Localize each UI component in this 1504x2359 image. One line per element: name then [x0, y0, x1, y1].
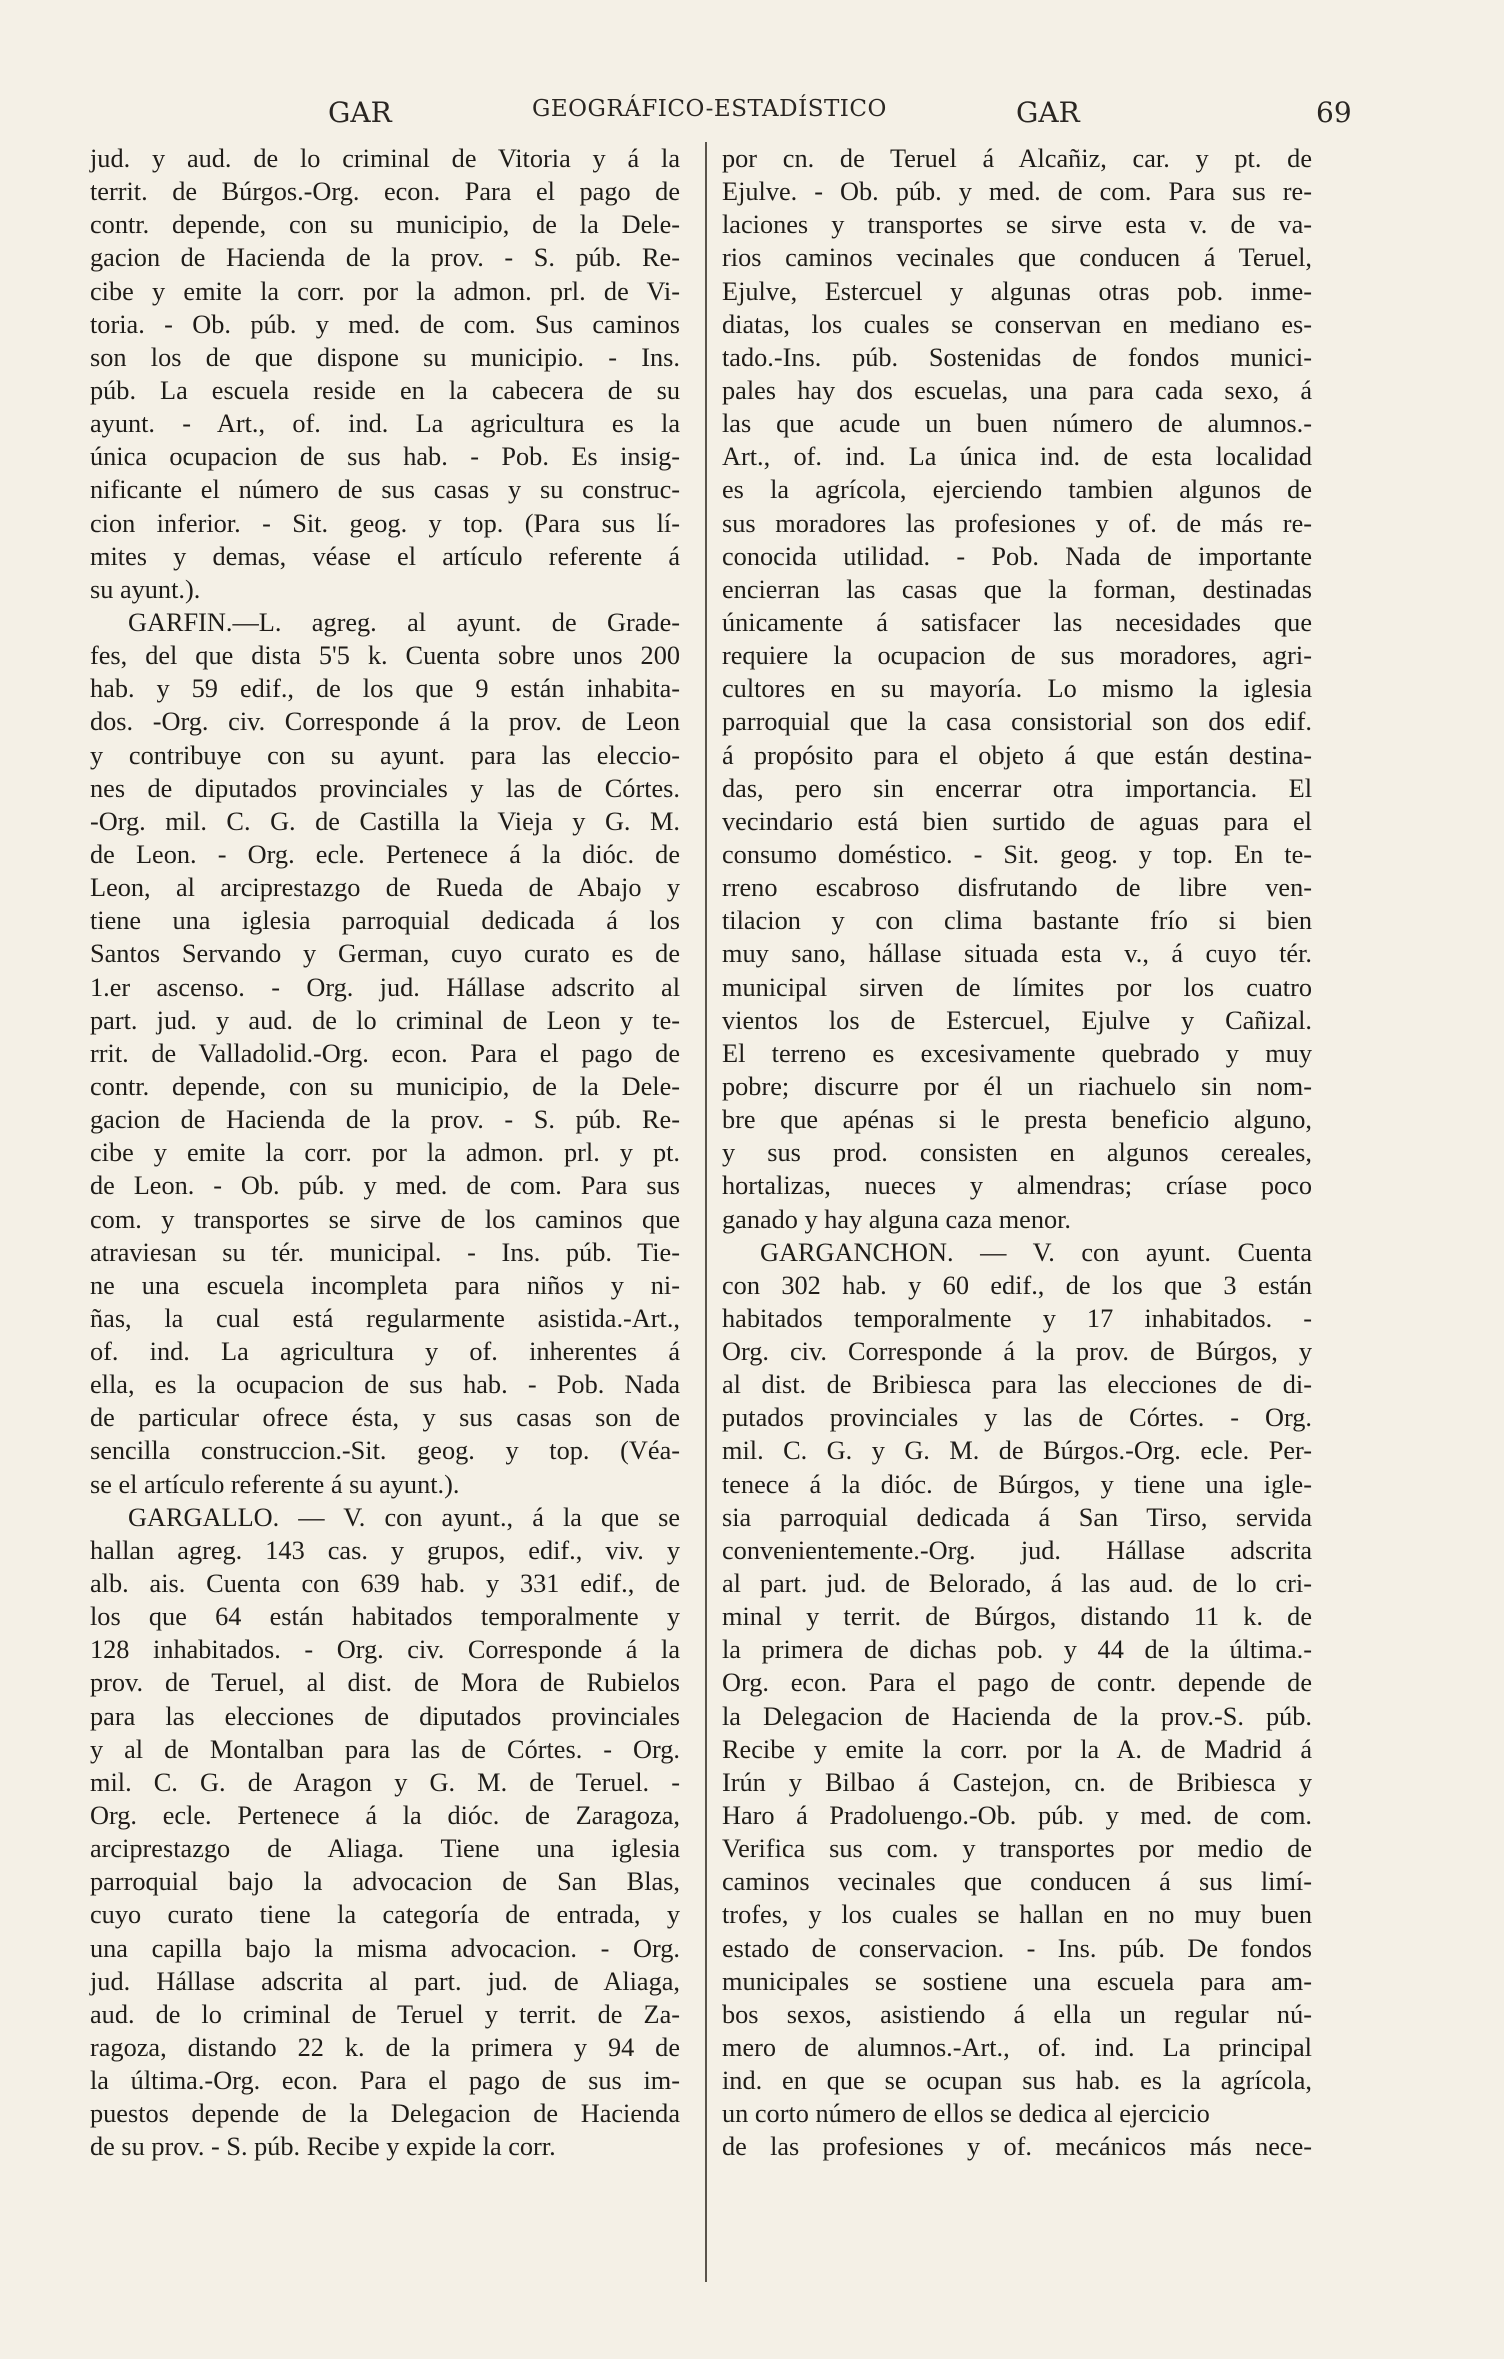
text-line: tado.-Ins. púb. Sostenidas de fondos munici-: [722, 342, 1312, 372]
text-line: pobre; discurre por él un riachuelo sin nom-: [722, 1071, 1312, 1101]
text-line: de Leon. - Ob. púb. y med. de com. Para sus: [90, 1171, 680, 1201]
text-line: gacion de Hacienda de la prov. - S. púb. Re-: [90, 243, 680, 273]
text-line: GARFIN.—L. agreg. al ayunt. de Grade-: [128, 607, 680, 637]
text-line: ayunt. - Art., of. ind. La agricultura es la: [90, 409, 680, 439]
text-line: parroquial bajo la advocacion de San Blas,: [90, 1867, 680, 1897]
text-line: y contribuye con su ayunt. para las eleccio-: [90, 740, 680, 770]
text-line: encierran las casas que la forman, destinadas: [722, 574, 1312, 604]
text-line: de particular ofrece ésta, y sus casas son de: [90, 1403, 680, 1433]
text-line: es la agrícola, ejerciendo tambien algunos de: [722, 475, 1312, 505]
right-column: [722, 142, 1312, 2164]
text-line: alb. ais. Cuenta con 639 hab. y 331 edif., de: [90, 1569, 680, 1599]
text-line: cuyo curato tiene la categoría de entrada, y: [90, 1900, 680, 1930]
text-line: vecindario está bien surtido de aguas para el: [722, 806, 1312, 836]
text-line: y al de Montalban para las de Córtes. - Org.: [90, 1734, 680, 1764]
text-line: por cn. de Teruel á Alcañiz, car. y pt. de: [722, 144, 1312, 173]
text-line: Santos Servando y German, cuyo curato es de: [90, 939, 680, 969]
text-line: Ejulve, Estercuel y algunas otras pob. inme-: [722, 276, 1312, 306]
text-line: hallan agreg. 143 cas. y grupos, edif., viv. y: [90, 1535, 680, 1565]
text-line: dos. -Org. civ. Corresponde á la prov. de Leon: [90, 707, 680, 737]
text-line: puestos depende de la Delegacion de Hacienda: [90, 2099, 680, 2129]
left-column: [90, 142, 680, 2164]
text-line: son los de que dispone su municipio. - Ins.: [90, 342, 680, 372]
text-line: gacion de Hacienda de la prov. - S. púb. Re-: [90, 1105, 680, 1135]
text-line: requiere la ocupacion de sus moradores, agri-: [722, 641, 1312, 671]
text-line: atraviesan su tér. municipal. - Ins. púb. Tie-: [90, 1237, 680, 1267]
text-line: Recibe y emite la corr. por la A. de Madrid á: [722, 1734, 1312, 1764]
running-head: [320, 96, 1360, 136]
text-line: nes de diputados provinciales y las de Córtes.: [90, 773, 680, 803]
text-line: bre que apénas si le presta beneficio alguno,: [722, 1105, 1312, 1135]
text-line: la primera de dichas pob. y 44 de la última.-: [722, 1635, 1312, 1665]
text-line: cultores en su mayoría. Lo mismo la iglesia: [722, 674, 1312, 704]
text-line: cibe y emite la corr. por la admon. prl. y pt.: [90, 1138, 680, 1168]
text-line: cion inferior. - Sit. geog. y top. (Para sus lí-: [90, 508, 680, 538]
text-line: ind. en que se ocupan sus hab. es la agrícola,: [722, 2066, 1312, 2096]
text-line: diatas, los cuales se conservan en mediano es-: [722, 309, 1312, 339]
text-line: conocida utilidad. - Pob. Nada de importante: [722, 541, 1312, 571]
text-line: bos sexos, asistiendo á ella un regular nú-: [722, 1999, 1312, 2029]
text-line: GARGANCHON. — V. con ayunt. Cuenta: [760, 1237, 1312, 1267]
text-line: Art., of. ind. La única ind. de esta localidad: [722, 442, 1312, 472]
text-line: aud. de lo criminal de Teruel y territ. de Za-: [90, 1999, 680, 2029]
text-line: caminos vecinales que conducen á sus limí-: [722, 1867, 1312, 1897]
text-line: fes, del que dista 5'5 k. Cuenta sobre unos 200: [90, 641, 680, 671]
text-line: laciones y transportes se sirve esta v. de va-: [722, 210, 1312, 240]
text-line: 1.er ascenso. - Org. jud. Hállase adscrito al: [90, 972, 680, 1002]
text-line: las que acude un buen número de alumnos.-: [722, 409, 1312, 439]
text-line: Irún y Bilbao á Castejon, cn. de Bribiesca y: [722, 1767, 1312, 1797]
text-line: habitados temporalmente y 17 inhabitados. -: [722, 1303, 1312, 1333]
text-line: se el artículo referente á su ayunt.).: [90, 1469, 460, 1499]
text-line: Ejulve. - Ob. púb. y med. de com. Para sus re-: [722, 177, 1312, 207]
text-line: Verifica sus com. y transportes por medio de: [722, 1834, 1312, 1864]
text-line: jud. Hállase adscrita al part. jud. de Aliaga,: [90, 1966, 680, 1996]
header-right-keyword: GAR: [1016, 96, 1080, 129]
text-line: prov. de Teruel, al dist. de Mora de Rubielos: [90, 1668, 680, 1698]
text-line: Leon, al arciprestazgo de Rueda de Abajo y: [90, 873, 680, 903]
text-line: hortalizas, nueces y almendras; críase poco: [722, 1171, 1312, 1201]
text-line: únicamente á satisfacer las necesidades que: [722, 607, 1312, 637]
text-line: estado de conservacion. - Ins. púb. De fondos: [722, 1933, 1312, 1963]
text-line: contr. depende, con su municipio, de la Dele-: [90, 1071, 680, 1101]
text-line: y sus prod. consisten en algunos cereales,: [722, 1138, 1312, 1168]
text-line: ella, es la ocupacion de sus hab. - Pob. Nada: [90, 1370, 680, 1400]
text-line: los que 64 están habitados temporalmente y: [90, 1602, 680, 1632]
text-line: la última.-Org. econ. Para el pago de sus im-: [90, 2066, 680, 2096]
text-line: ragoza, distando 22 k. de la primera y 94 de: [90, 2033, 680, 2063]
text-line: tenece á la dióc. de Búrgos, y tiene una igle-: [722, 1469, 1312, 1499]
header-left-keyword: GAR: [328, 96, 392, 129]
text-line: con 302 hab. y 60 edif., de los que 3 están: [722, 1270, 1312, 1300]
text-line: putados provinciales y las de Córtes. - Org.: [722, 1403, 1312, 1433]
text-line: de las profesiones y of. mecánicos más nece-: [722, 2132, 1312, 2162]
text-line: municipales se sostiene una escuela para am-: [722, 1966, 1312, 1996]
text-line: para las elecciones de diputados provinciales: [90, 1701, 680, 1731]
text-line: mites y demas, véase el artículo referente á: [90, 541, 680, 571]
text-line: ñas, la cual está regularmente asistida.-Art.,: [90, 1303, 680, 1333]
text-line: al dist. de Bribiesca para las elecciones de di-: [722, 1370, 1312, 1400]
text-line: mil. C. G. de Aragon y G. M. de Teruel. -: [90, 1767, 680, 1797]
text-line: una capilla bajo la misma advocacion. - Org.: [90, 1933, 680, 1963]
text-line: toria. - Ob. púb. y med. de com. Sus caminos: [90, 309, 680, 339]
text-line: rreno escabroso disfrutando de libre ven-: [722, 873, 1312, 903]
text-line: vientos los de Estercuel, Ejulve y Cañizal.: [722, 1005, 1312, 1035]
text-line: muy sano, hállase situada esta v., á cuyo tér.: [722, 939, 1312, 969]
text-line: tilacion y con clima bastante frío si bien: [722, 906, 1312, 936]
text-line: sencilla construccion.-Sit. geog. y top. (Véa-: [90, 1436, 680, 1466]
text-line: ne una escuela incompleta para niños y ni-: [90, 1270, 680, 1300]
text-line: parroquial que la casa consistorial son dos edif.: [722, 707, 1312, 737]
text-line: consumo doméstico. - Sit. geog. y top. En te-: [722, 839, 1312, 869]
text-line: Org. civ. Corresponde á la prov. de Búrgos, y: [722, 1337, 1312, 1367]
text-line: cibe y emite la corr. por la admon. prl. de Vi-: [90, 276, 680, 306]
text-line: contr. depende, con su municipio, de la Dele-: [90, 210, 680, 240]
text-line: mil. C. G. y G. M. de Búrgos.-Org. ecle. Per-: [722, 1436, 1312, 1466]
header-title: GEOGRÁFICO-ESTADÍSTICO: [532, 96, 887, 122]
text-line: púb. La escuela reside en la cabecera de su: [90, 375, 680, 405]
text-line: sus moradores las profesiones y of. de más re-: [722, 508, 1312, 538]
text-line: of. ind. La agricultura y of. inherentes á: [90, 1337, 680, 1367]
text-line: de su prov. - S. púb. Recibe y expide la corr.: [90, 2132, 556, 2162]
text-line: la Delegacion de Hacienda de la prov.-S. púb.: [722, 1701, 1312, 1731]
text-line: tiene una iglesia parroquial dedicada á los: [90, 906, 680, 936]
page-number: 69: [1316, 96, 1352, 129]
text-line: al part. jud. de Belorado, á las aud. de lo cri-: [722, 1569, 1312, 1599]
column-divider: [705, 142, 707, 2282]
text-line: Haro á Pradoluengo.-Ob. púb. y med. de com.: [722, 1801, 1312, 1831]
text-line: Org. ecle. Pertenece á la dióc. de Zaragoza,: [90, 1801, 680, 1831]
text-line: jud. y aud. de lo criminal de Vitoria y á la: [90, 144, 680, 173]
text-line: rrit. de Valladolid.-Org. econ. Para el pago de: [90, 1038, 680, 1068]
text-line: part. jud. y aud. de lo criminal de Leon y te-: [90, 1005, 680, 1035]
text-line: su ayunt.).: [90, 574, 201, 604]
text-line: pales hay dos escuelas, una para cada sexo, á: [722, 375, 1312, 405]
text-line: sia parroquial dedicada á San Tirso, servida: [722, 1502, 1312, 1532]
text-line: rios caminos vecinales que conducen á Teruel,: [722, 243, 1312, 273]
text-line: trofes, y los cuales se hallan en no muy buen: [722, 1900, 1312, 1930]
text-line: mero de alumnos.-Art., of. ind. La principal: [722, 2033, 1312, 2063]
text-line: convenientemente.-Org. jud. Hállase adscrita: [722, 1535, 1312, 1565]
text-line: nificante el número de sus casas y su construc-: [90, 475, 680, 505]
text-line: arciprestazgo de Aliaga. Tiene una iglesia: [90, 1834, 680, 1864]
text-line: territ. de Búrgos.-Org. econ. Para el pago de: [90, 177, 680, 207]
text-line: 128 inhabitados. - Org. civ. Corresponde á la: [90, 1635, 680, 1665]
text-line: un corto número de ellos se dedica al ejercicio: [722, 2099, 1210, 2129]
text-line: minal y territ. de Búrgos, distando 11 k. de: [722, 1602, 1312, 1632]
text-line: única ocupacion de sus hab. - Pob. Es insig-: [90, 442, 680, 472]
text-line: hab. y 59 edif., de los que 9 están inhabita-: [90, 674, 680, 704]
text-line: municipal sirven de límites por los cuatro: [722, 972, 1312, 1002]
text-line: com. y transportes se sirve de los caminos que: [90, 1204, 680, 1234]
text-line: Org. econ. Para el pago de contr. depende de: [722, 1668, 1312, 1698]
text-line: ganado y hay alguna caza menor.: [722, 1204, 1072, 1234]
text-line: das, pero sin encerrar otra importancia. El: [722, 773, 1312, 803]
text-line: de Leon. - Org. ecle. Pertenece á la dióc. de: [90, 839, 680, 869]
text-line: El terreno es excesivamente quebrado y muy: [722, 1038, 1312, 1068]
text-line: GARGALLO. — V. con ayunt., á la que se: [128, 1502, 680, 1532]
text-line: á propósito para el objeto á que están destina-: [722, 740, 1312, 770]
text-line: -Org. mil. C. G. de Castilla la Vieja y G. M.: [90, 806, 680, 836]
